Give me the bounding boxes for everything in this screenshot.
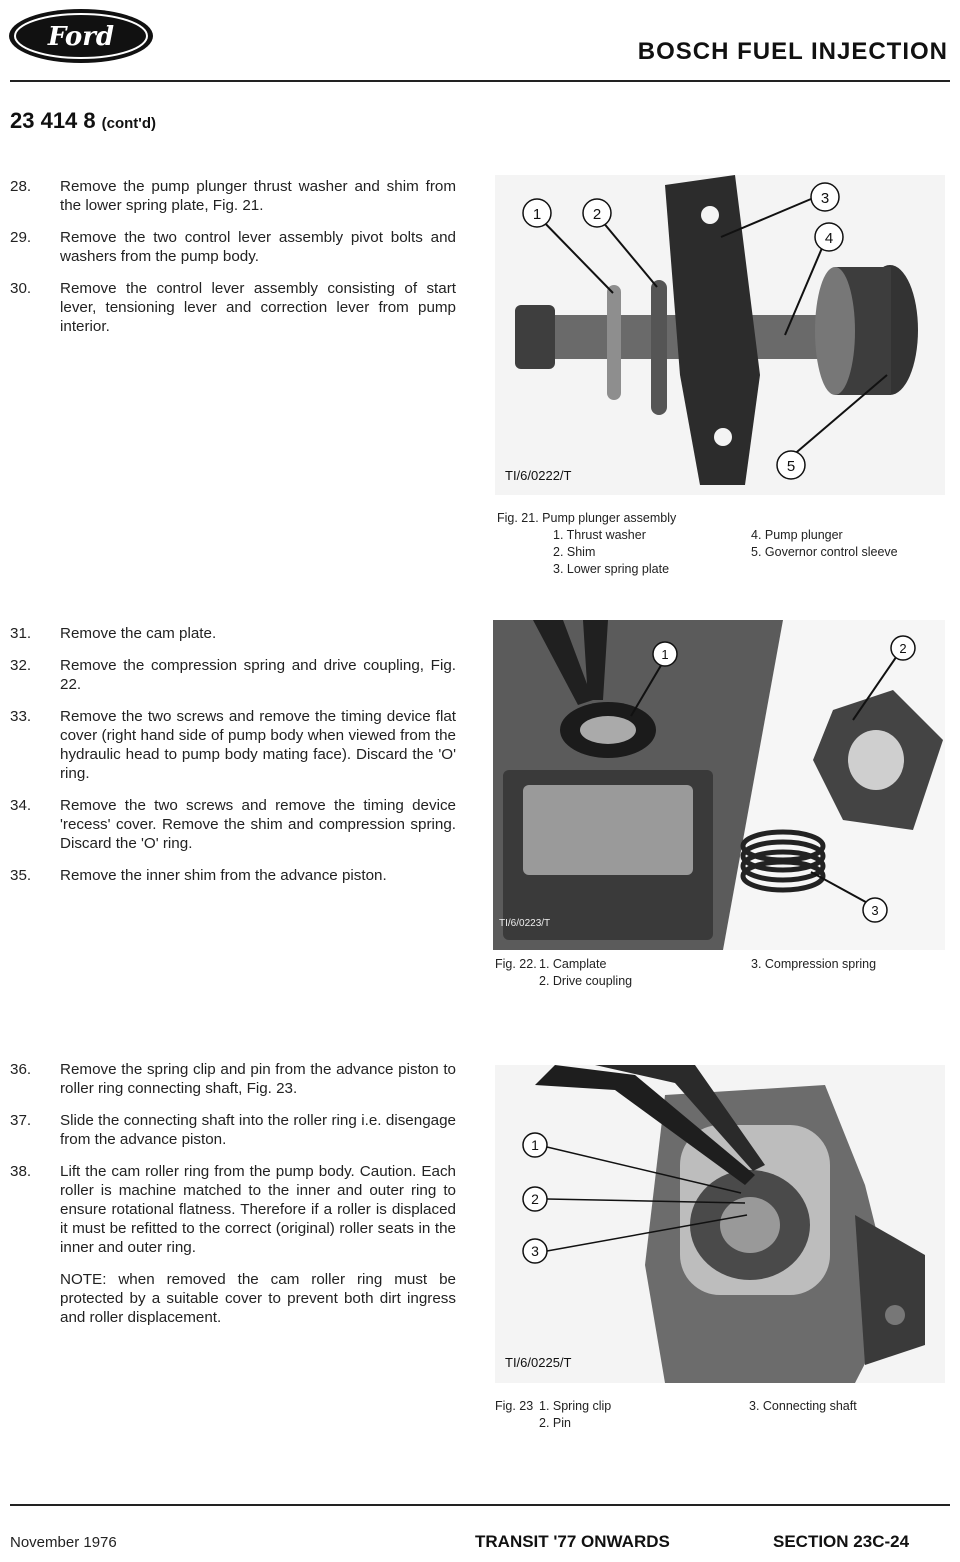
- fig22-callout-3: 3: [871, 903, 879, 918]
- fig23-callout-1: 1: [531, 1137, 539, 1153]
- step-text: Remove the pump plunger thrust washer and shim from the lower spring plate, Fig. 21.: [60, 178, 456, 214]
- fig23-callout-3: 3: [531, 1243, 539, 1259]
- step-text: Slide the connecting shaft into the roller ring i.e. disengage from the advance piston.: [60, 1112, 456, 1148]
- step-34: [10, 796, 456, 853]
- fig22-item: 2. Drive coupling: [539, 974, 633, 988]
- caution-note: NOTE: when removed the cam roller ring must be protected by a suitable cover to prevent both dirt ingress and roller displacement.: [60, 1271, 456, 1326]
- step-37: [10, 1111, 456, 1149]
- fig21-callout-4: 4: [824, 230, 834, 247]
- step-number: 30.: [10, 280, 32, 297]
- footer-date: November 1976: [10, 1534, 117, 1551]
- fig21-item: 1. Thrust washer: [553, 528, 646, 542]
- fig21-item: 4. Pump plunger: [751, 528, 843, 542]
- step-text: Lift the cam roller ring from the pump body. Caution. Each roller is machine matched to the inner and outer ring to ensure rotational flatness. Therefore if a roller is displaced it must be refitted to the correct (original) roller seats in the inner and outer ring.: [60, 1163, 456, 1256]
- fig21-items-left: [553, 527, 669, 578]
- steps-group-1: [10, 177, 456, 349]
- step-32: [10, 656, 456, 694]
- fig22-item: 3. Compression spring: [751, 957, 877, 971]
- fig21-item: 5. Governor control sleeve: [751, 545, 898, 559]
- step-number: 38.: [10, 1163, 32, 1180]
- fig21-photo: [495, 175, 945, 495]
- step-text: Remove the two screws and remove the timing device flat cover (right hand side of pump body when viewed from the hydraulic head to pump body mating face). Discard the 'O' ring.: [60, 708, 456, 782]
- step-text: Remove the cam plate.: [60, 625, 217, 642]
- footer-divider: [10, 1504, 950, 1506]
- fig22-items-left: [539, 956, 632, 990]
- fig23-items-left: [539, 1398, 611, 1432]
- fig23-photo: [495, 1065, 945, 1383]
- step-36: [10, 1060, 456, 1098]
- header-title: BOSCH FUEL INJECTION: [637, 38, 948, 65]
- fig23-items-right: [749, 1398, 857, 1415]
- fig21-caption: [497, 510, 947, 578]
- section-code: 23 414 8: [10, 108, 96, 133]
- step-text: Remove the compression spring and drive coupling, Fig. 22.: [60, 657, 456, 693]
- ford-logo: [6, 6, 156, 66]
- fig21-item: 3. Lower spring plate: [553, 562, 670, 576]
- fig23-callout-2: 2: [531, 1191, 539, 1207]
- step-33: [10, 707, 456, 783]
- fig21-photo-code: TI/6/0222/T: [505, 468, 572, 483]
- fig23-caption-prefix: Fig. 23: [495, 1399, 534, 1413]
- step-text: Remove the two control lever assembly pivot bolts and washers from the pump body.: [60, 229, 456, 265]
- section-reference: [10, 108, 156, 134]
- step-29: [10, 228, 456, 266]
- fig22-callout-2: 2: [899, 641, 907, 656]
- fig21-callout-3: 3: [820, 190, 830, 207]
- step-number: 33.: [10, 708, 32, 725]
- steps-group-2: [10, 624, 456, 898]
- step-28: [10, 177, 456, 215]
- fig21-items-right: [751, 527, 898, 561]
- fig22-caption: [495, 956, 945, 996]
- step-number: 28.: [10, 178, 32, 195]
- step-30: [10, 279, 456, 336]
- fig22-items-right: [751, 956, 876, 973]
- fig21-callout-1: 1: [532, 206, 542, 223]
- step-number: 37.: [10, 1112, 32, 1129]
- step-number: 31.: [10, 625, 32, 642]
- footer-series: TRANSIT '77 ONWARDS: [475, 1532, 670, 1551]
- step-number: 32.: [10, 657, 32, 674]
- step-31: [10, 624, 456, 643]
- fig22-photo: [493, 620, 945, 950]
- step-number: 29.: [10, 229, 32, 246]
- step-text: Remove the two screws and remove the timing device 'recess' cover. Remove the shim and compression spring. Discard the 'O' ring.: [60, 797, 456, 852]
- fig21-callout-5: 5: [786, 458, 796, 475]
- fig22-photo-code: TI/6/0223/T: [499, 918, 551, 929]
- step-number: 36.: [10, 1061, 32, 1078]
- step-text: Remove the spring clip and pin from the advance piston to roller ring connecting shaft, Fig. 23.: [60, 1061, 456, 1097]
- step-38: [10, 1162, 456, 1257]
- header-divider: [10, 80, 950, 82]
- fig22-callout-1: 1: [661, 647, 669, 662]
- fig23-caption: [495, 1398, 945, 1438]
- fig23-item: 2. Pin: [539, 1416, 571, 1430]
- step-number: 35.: [10, 867, 32, 884]
- step-text: Remove the control lever assembly consisting of start lever, tensioning lever and correction lever from pump interior.: [60, 280, 456, 335]
- fig23-photo-code: TI/6/0225/T: [505, 1355, 572, 1370]
- ford-logo-text: Ford: [47, 22, 115, 52]
- steps-group-3: [10, 1060, 456, 1327]
- step-number: 34.: [10, 797, 32, 814]
- fig21-callout-2: 2: [592, 206, 602, 223]
- fig23-item: 1. Spring clip: [539, 1399, 612, 1413]
- fig21-item: 2. Shim: [553, 545, 596, 559]
- footer-section: SECTION 23C-24: [773, 1532, 910, 1551]
- fig22-caption-prefix: Fig. 22.: [495, 957, 537, 971]
- fig22-item: 1. Camplate: [539, 957, 607, 971]
- fig21-caption-title: Fig. 21. Pump plunger assembly: [497, 511, 677, 525]
- step-text: Remove the inner shim from the advance piston.: [60, 867, 387, 884]
- step-35: [10, 866, 456, 885]
- section-contd: (cont'd): [101, 115, 157, 132]
- fig23-item: 3. Connecting shaft: [749, 1399, 857, 1413]
